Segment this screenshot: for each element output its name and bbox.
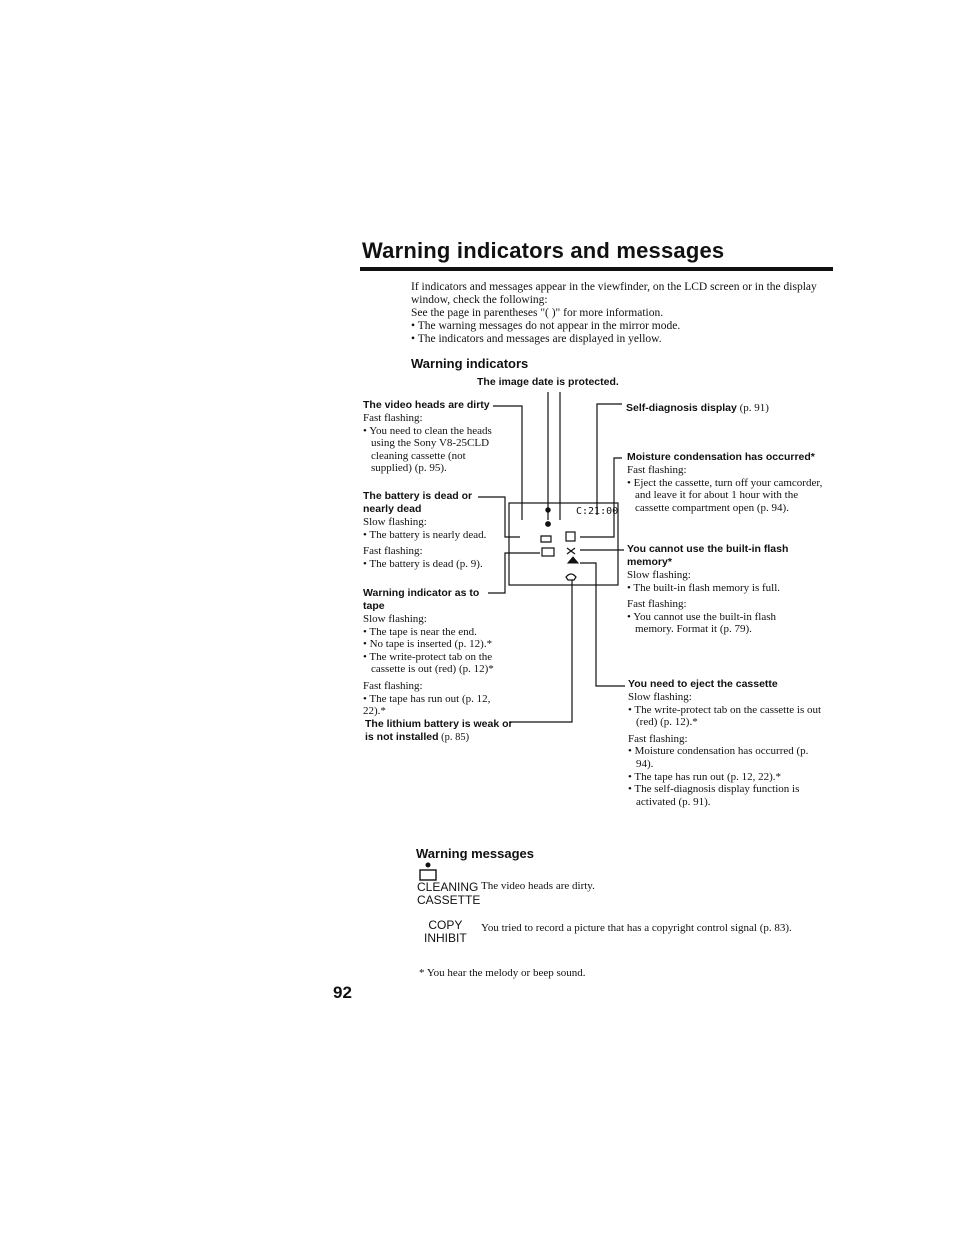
moisture-icon <box>546 508 550 512</box>
flash-memory-icon <box>567 548 575 554</box>
eject-bullet-1: • The write-protect tab on the cassette is out (red) (p. 12).* <box>628 703 822 729</box>
tape-bullet-2: • No tape is inserted (p. 12).* <box>363 638 493 651</box>
lithium-block <box>365 718 515 744</box>
intro-line-2: See the page in parentheses "( )" for more information. <box>411 307 664 319</box>
intro-bullet-1: • The warning messages do not appear in the mirror mode. <box>411 320 681 332</box>
battery-slow-bullet: • The battery is nearly dead. <box>363 528 487 541</box>
tape-label: Warning indicator as to tape <box>363 587 480 612</box>
tape-fast: Fast flashing: <box>363 679 423 692</box>
tape-bullet-1: • The tape is near the end. <box>363 625 477 638</box>
flash-fast-bullet: • You cannot use the built-in flash memory. Format it (p. 79). <box>627 610 776 636</box>
video-heads-state: Fast flashing: <box>363 412 423 424</box>
eject-block <box>628 678 828 808</box>
intro-line-1: If indicators and messages appear in the viewfinder, on the LCD screen or in the display window, check the following: <box>411 281 817 306</box>
moisture-block <box>627 451 832 514</box>
eject-fast: Fast flashing: <box>628 732 688 745</box>
intro-bullet-2: • The indicators and messages are displayed in yellow. <box>411 333 662 345</box>
cleaning-cassette-icon <box>420 870 436 880</box>
leader-moisture <box>580 458 622 537</box>
cleaning-cassette-code <box>417 881 480 907</box>
intro-block <box>411 281 831 346</box>
video-heads-label: The video heads are dirty <box>363 399 490 411</box>
eject-bullet-2: • Moisture condensation has occurred (p. 94). <box>628 745 809 770</box>
battery-icon <box>541 536 551 542</box>
self-diag-ref: (p. 91) <box>736 402 769 414</box>
tape-bullet-4: • The tape has run out (p. 12, 22).* <box>363 692 491 718</box>
eject-bullet-3: • The tape has run out (p. 12, 22).* <box>628 770 782 783</box>
video-heads-icon <box>546 522 551 527</box>
lithium-label: The lithium battery is weak or is not installed <box>365 718 513 743</box>
image-date-label: The image date is protected. <box>477 376 619 388</box>
copy-code-line-2: INHIBIT <box>424 931 467 945</box>
video-heads-block <box>363 399 503 475</box>
copy-inhibit-code <box>424 919 467 945</box>
flash-slow: Slow flashing: <box>627 569 691 581</box>
footnote: * You hear the melody or beep sound. <box>419 967 586 979</box>
tape-icon <box>542 548 554 556</box>
leader-self-diag <box>597 404 622 515</box>
flash-label: You cannot use the built-in flash memory* <box>627 543 789 568</box>
warning-messages-heading: Warning messages <box>416 846 535 861</box>
page-number: 92 <box>333 983 352 1002</box>
battery-slow: Slow flashing: <box>363 516 427 528</box>
battery-label: The battery is dead or nearly dead <box>363 490 473 515</box>
video-heads-bullet: • You need to clean the heads using the Sony V8-25CLD cleaning cassette (not supplied) (p. 95). <box>363 424 492 475</box>
screen-self-diag-code: C:21:00 <box>576 506 619 517</box>
flash-fast: Fast flashing: <box>627 598 687 611</box>
self-diag-block <box>626 398 826 416</box>
cleaning-code-line-1: CLEANING <box>417 880 479 894</box>
tape-slow: Slow flashing: <box>363 613 427 625</box>
moisture-bullet: • Eject the cassette, turn off your camcorder, and leave it for about 1 hour with the cassette compartment open (p. 94). <box>627 476 823 514</box>
title-rule <box>360 267 833 271</box>
warning-indicators-heading: Warning indicators <box>411 356 529 371</box>
page-title: Warning indicators and messages <box>362 238 725 263</box>
cleaning-code-line-2: CASSETTE <box>417 893 481 907</box>
flash-block <box>627 543 827 636</box>
flash-slow-bullet: • The built-in flash memory is full. <box>627 581 781 594</box>
tape-block <box>363 587 513 718</box>
eject-icon <box>568 557 578 563</box>
eject-label: You need to eject the cassette <box>628 678 778 690</box>
self-diag-label: Self-diagnosis display <box>626 402 737 414</box>
copy-inhibit-message-text: You tried to record a picture that has a copyright control signal (p. 83). <box>481 922 792 934</box>
moisture-state: Fast flashing: <box>627 464 687 476</box>
tape-bullet-3: • The write-protect tab on the cassette is out (red) (p. 12)* <box>363 650 494 676</box>
battery-fast: Fast flashing: <box>363 545 423 558</box>
self-diagnosis-icon <box>566 574 576 580</box>
cleaning-message-text: The video heads are dirty. <box>481 880 595 892</box>
lithium-battery-icon <box>566 532 575 541</box>
moisture-label: Moisture condensation has occurred* <box>627 451 815 463</box>
leader-lithium <box>509 580 572 722</box>
eject-bullet-4: • The self-diagnosis display function is activated (p. 91). <box>628 783 800 808</box>
copy-code-line-1: COPY <box>428 918 463 932</box>
lithium-ref: (p. 85) <box>438 732 470 743</box>
eject-slow: Slow flashing: <box>628 691 692 703</box>
battery-fast-bullet: • The battery is dead (p. 9). <box>363 557 483 570</box>
battery-block <box>363 490 503 570</box>
